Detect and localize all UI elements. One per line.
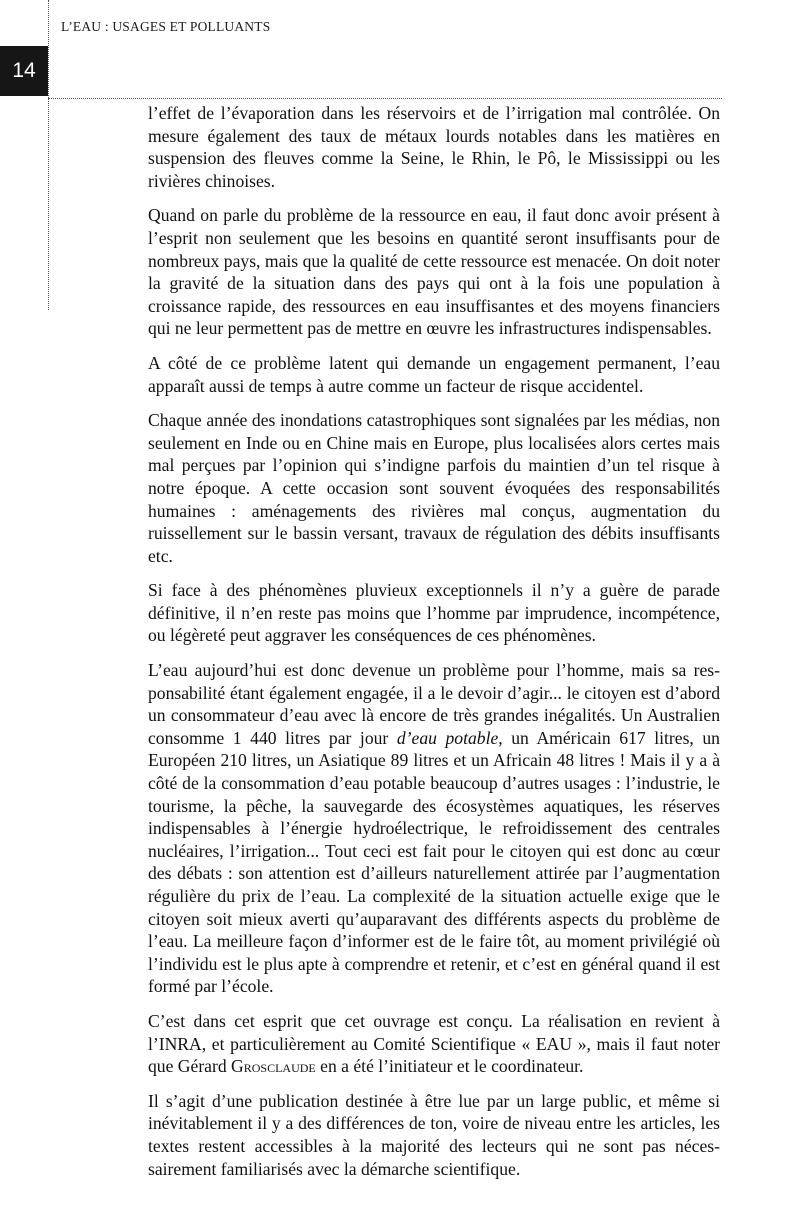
body-text (148, 102, 720, 1192)
paragraph-5: Si face à des phénomènes pluvieux exceptionnels il n’y a guère de parade définitive, il n’en reste pas moins que l’homme par imprudence, incompétence, ou légèreté peut aggraver les conséquences de ces phénomènes. (148, 580, 720, 646)
author-name: Grosclaude (231, 1056, 316, 1077)
paragraph-2: Quand on parle du problème de la ressource en eau, il faut donc avoir présent à l’esprit non seulement que les besoins en quantité seront insuffisants pour de nombreux pays, mais que la qualité de cette ressource est menacée. On doit noter la gravité de la situation dans des pays qui ont à la fois une population à croissance rapide, des ressources en eau insuffisantes et des moyens financiers qui ne leur permettent pas de mettre en œuvre les infrastructures indispensables. (148, 205, 720, 339)
paragraph-3: A côté de ce problème latent qui demande un engagement permanent, l’eau apparaît aussi de temps à autre comme un facteur de risque accidentel. (148, 352, 720, 396)
paragraph-7-part-a: C’est dans cet esprit que cet ouvrage est conçu. La réalisation en revient à l’INRA, et particulièrement au Comité Scientifique « EAU », mais il faut noter que Gérard (148, 1010, 720, 1077)
paragraph-4: Chaque année des inondations catastrophiques sont signalées par les médias, non seulement en Inde ou en Chine mais en Europe, plus localisées alors certes mais mal perçues par l’opinion qui s’indigne parfois du maintien d’un tel risque à notre époque. A cette occasion sont souvent évoquées des responsabilités humaines : aménagements des rivières mal conçus, augmentation du ruissellement sur le bassin versant, travaux de régulation des débits insuffisants etc. (148, 410, 720, 566)
paragraph-8: Il s’agit d’une publication destinée à être lue par un large public, et même si inévitablement il y a des différences de ton, voire de niveau entre les articles, les textes restent accessibles à la majorité des lecteurs qui ne sont pas nécessairement familiarisés avec la démarche scientifique. (148, 1090, 720, 1179)
margin-dotted-rule (48, 0, 49, 310)
paragraph-7 (148, 1010, 720, 1078)
page-number-tab: 14 (0, 46, 48, 96)
paragraph-6-italic: d’eau potable, (396, 727, 503, 748)
paragraph-6-part-b: un Américain 617 litres, un Européen 210 litres, un Asiatique 89 litres et un Africain 48 litres ! Mais il y a à côté de la consommation d’eau potable beaucoup d’autres usages : l’industrie, le tourisme, la pêche, la sauvegarde des écosystèmes aquatiques, les réserves indispensables à l’énergie hydroélectrique, le refroidissement des centrales nucléaires, l’irrigation... Tout ceci est fait pour le citoyen qui est donc au cœur des débats : son attention est d’ailleurs naturellement attirée par l’augmentation régulière du prix de l’eau. La complexité de la situation actuelle exige que le citoyen soit mieux averti qu’auparavant des différents aspects du problème de l’eau. La meilleure façon d’informer est de le faire tôt, au moment privilégié où l’individu est le plus apte à comprendre et retenir, et c’est en général quand il est formé par l’école. (148, 727, 720, 997)
paragraph-1: l’effet de l’évaporation dans les réservoirs et de l’irrigation mal contrôlée. On mesure également des taux de métaux lourds notables dans les matières en suspension des fleuves comme la Seine, le Rhin, le Pô, le Mississippi ou les rivières chinoises. (148, 103, 720, 191)
running-header: L’EAU : USAGES ET POLLUANTS (61, 19, 271, 34)
paragraph-7-part-b: en a été l’initiateur et le coordinateur. (315, 1056, 584, 1077)
paragraph-6 (148, 659, 720, 998)
paragraph-6-part-a: L’eau aujourd’hui est donc devenue un problème pour l’homme, mais sa responsabilité étant également engagée, il a le devoir d’agir... le citoyen est d’abord un consommateur d’eau avec là encore de très grandes inégalités. Un Australien consomme 1 440 litres par jour (148, 660, 720, 748)
header-dotted-rule (48, 98, 722, 99)
